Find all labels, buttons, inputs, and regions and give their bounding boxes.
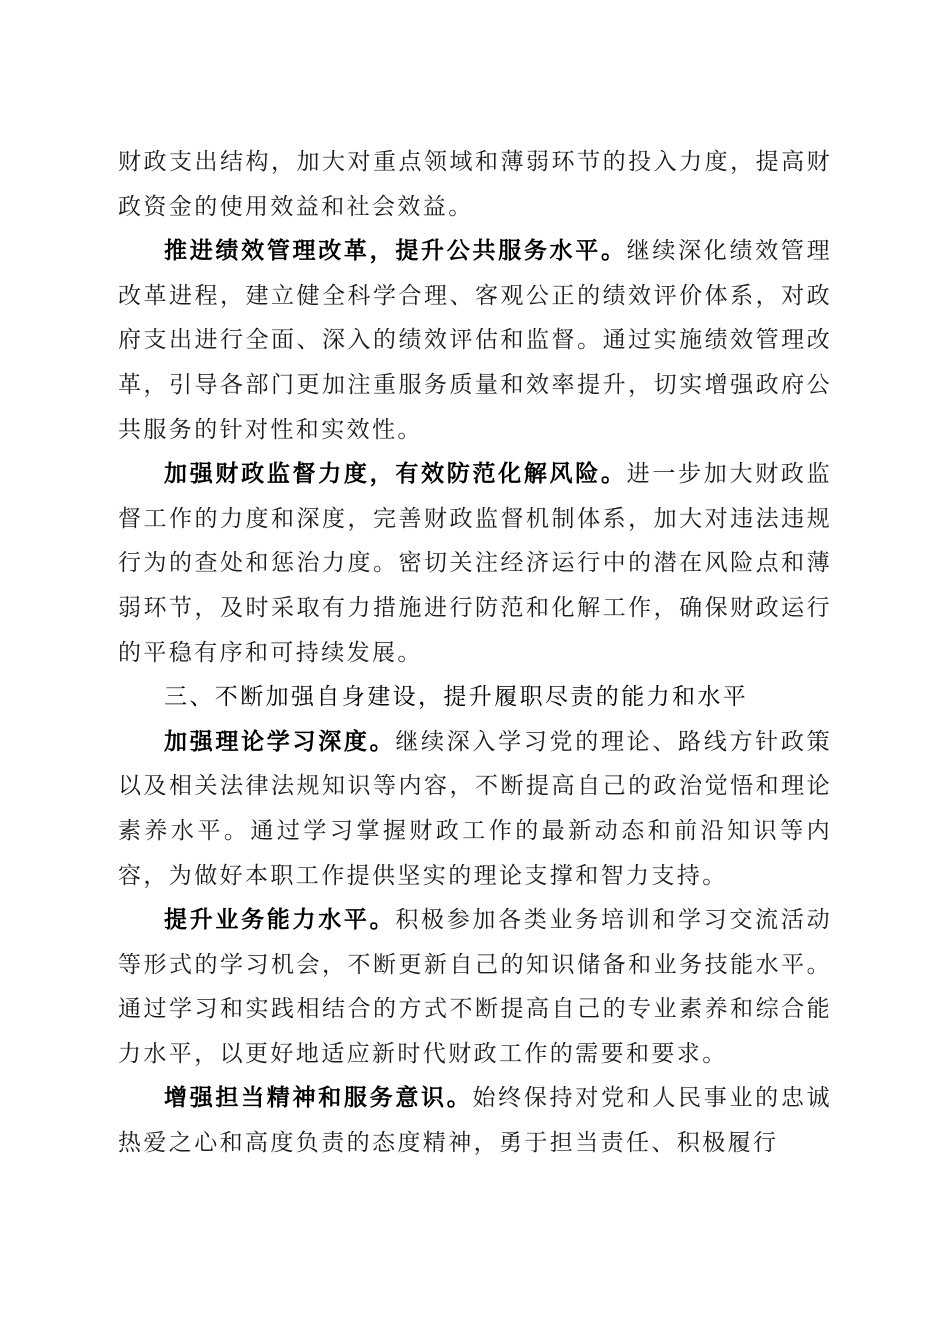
- paragraph-fiscal-supervision: [118, 452, 832, 675]
- paragraph-performance-reform: [118, 229, 832, 452]
- paragraph-continued: [118, 140, 832, 229]
- paragraph-body: 继续深入学习党的理论、路线方针政策以及相关法律法规知识等内容，不断提高自己的政治觉悟和理论素养水平。通过学习掌握财政工作的最新动态和前沿知识等内容，为做好本职工作提供坚实的理论支撑和智力支持。: [118, 728, 832, 889]
- document-page: [118, 140, 832, 1166]
- paragraph-business-ability: [118, 898, 832, 1076]
- paragraph-body: 积极参加各类业务培训和学习交流活动等形式的学习机会，不断更新自己的知识储备和业务技能水平。通过学习和实践相结合的方式不断提高自己的专业素养和综合能力水平，以更好地适应新时代财政工作的需要和要求。: [118, 907, 832, 1067]
- paragraph-heading: 加强理论学习深度。: [164, 727, 396, 755]
- paragraph-heading: 推进绩效管理改革，提升公共服务水平。: [164, 237, 627, 265]
- paragraph-theory-study: [118, 720, 832, 898]
- paragraph-heading: 提升业务能力水平。: [164, 906, 396, 934]
- paragraph-body: 财政支出结构，加大对重点领域和薄弱环节的投入力度，提高财政资金的使用效益和社会效益。: [118, 149, 832, 220]
- paragraph-body: 始终保持对党和人民事业的忠诚热爱之心和高度负责的态度精神，勇于担当责任、积极履行: [118, 1085, 832, 1157]
- paragraph-body: 继续深化绩效管理改革进程，建立健全科学合理、客观公正的绩效评价体系，对政府支出进行全面、深入的绩效评估和监督。通过实施绩效管理改革，引导各部门更加注重服务质量和效率提升，切实增强政府公共服务的针对性和实效性。: [118, 238, 832, 443]
- paragraph-heading: 增强担当精神和服务意识。: [164, 1084, 473, 1112]
- paragraph-body: 进一步加大财政监督工作的力度和深度，完善财政监督机制体系，加大对违法违规行为的查处和惩治力度。密切关注经济运行中的潜在风险点和薄弱环节，及时采取有力措施进行防范和化解工作，确保财政运行的平稳有序和可持续发展。: [118, 461, 832, 666]
- section-title: 三、不断加强自身建设，提升履职尽责的能力和水平: [164, 684, 749, 711]
- paragraph-responsibility: [118, 1076, 832, 1165]
- paragraph-heading: 加强财政监督力度，有效防范化解风险。: [164, 460, 627, 488]
